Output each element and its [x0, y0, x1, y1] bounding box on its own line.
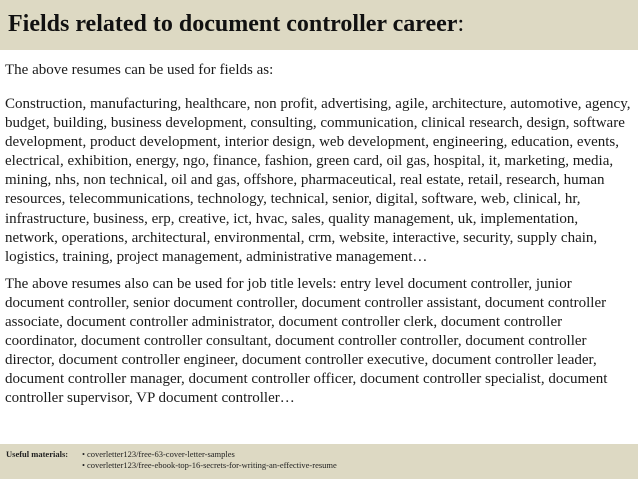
footer-link-cover-letter-samples[interactable]: coverletter123/free-63-cover-letter-samples	[86, 449, 235, 459]
useful-materials-label: Useful materials:	[6, 449, 69, 459]
title-bar	[0, 0, 638, 50]
job-levels-paragraph: The above resumes also can be used for job title levels: entry level document controller, junior document controller, senior document controller, document controller assistant, document controller associate, document controller administrator, document controller clerk, document controller coordinator, document controller consultant, document controller controller, document controller director, document controller engineer, document controller executive, document controller leader, document controller manager, document controller officer, document controller specialist, document controller supervisor, VP document controller…	[5, 275, 608, 407]
bullet-icon: •	[82, 460, 85, 470]
page-title-colon: :	[457, 11, 465, 37]
fields-paragraph: Construction, manufacturing, healthcare, non profit, advertising, agile, architecture, automotive, agency, budget, building, business development, consulting, communication, clinical research, design, software development, product development, interior design, web development, engineering, education, events, electrical, exhibition, energy, ngo, finance, fashion, green card, oil gas, hospital, it, marketing, media, mining, nhs, non technical, oil and gas, offshore, pharmaceutical, real estate, retail, research, human resources, telecommunications, technology, technical, senior, digital, software, web, clinical, hr, infrastructure, business, erp, creative, ict, hvac, sales, quality management, uk, implementation, network, operations, architectural, environmental, crm, website, interactive, security, supply chain, logistics, training, project management, administrative management…	[5, 96, 631, 265]
footer-row-2	[6, 460, 638, 471]
bullet-icon: •	[82, 449, 85, 459]
intro-text: The above resumes can be used for fields as:	[5, 62, 274, 78]
page-title-text: Fields related to document controller career	[8, 11, 458, 37]
footer-row-1	[6, 449, 638, 460]
page-title	[8, 9, 638, 39]
footer-link-ebook[interactable]: coverletter123/free-ebook-top-16-secrets-for-writing-an-effective-resume	[86, 460, 337, 470]
footer-bar	[0, 444, 638, 479]
slide-content	[5, 61, 633, 417]
